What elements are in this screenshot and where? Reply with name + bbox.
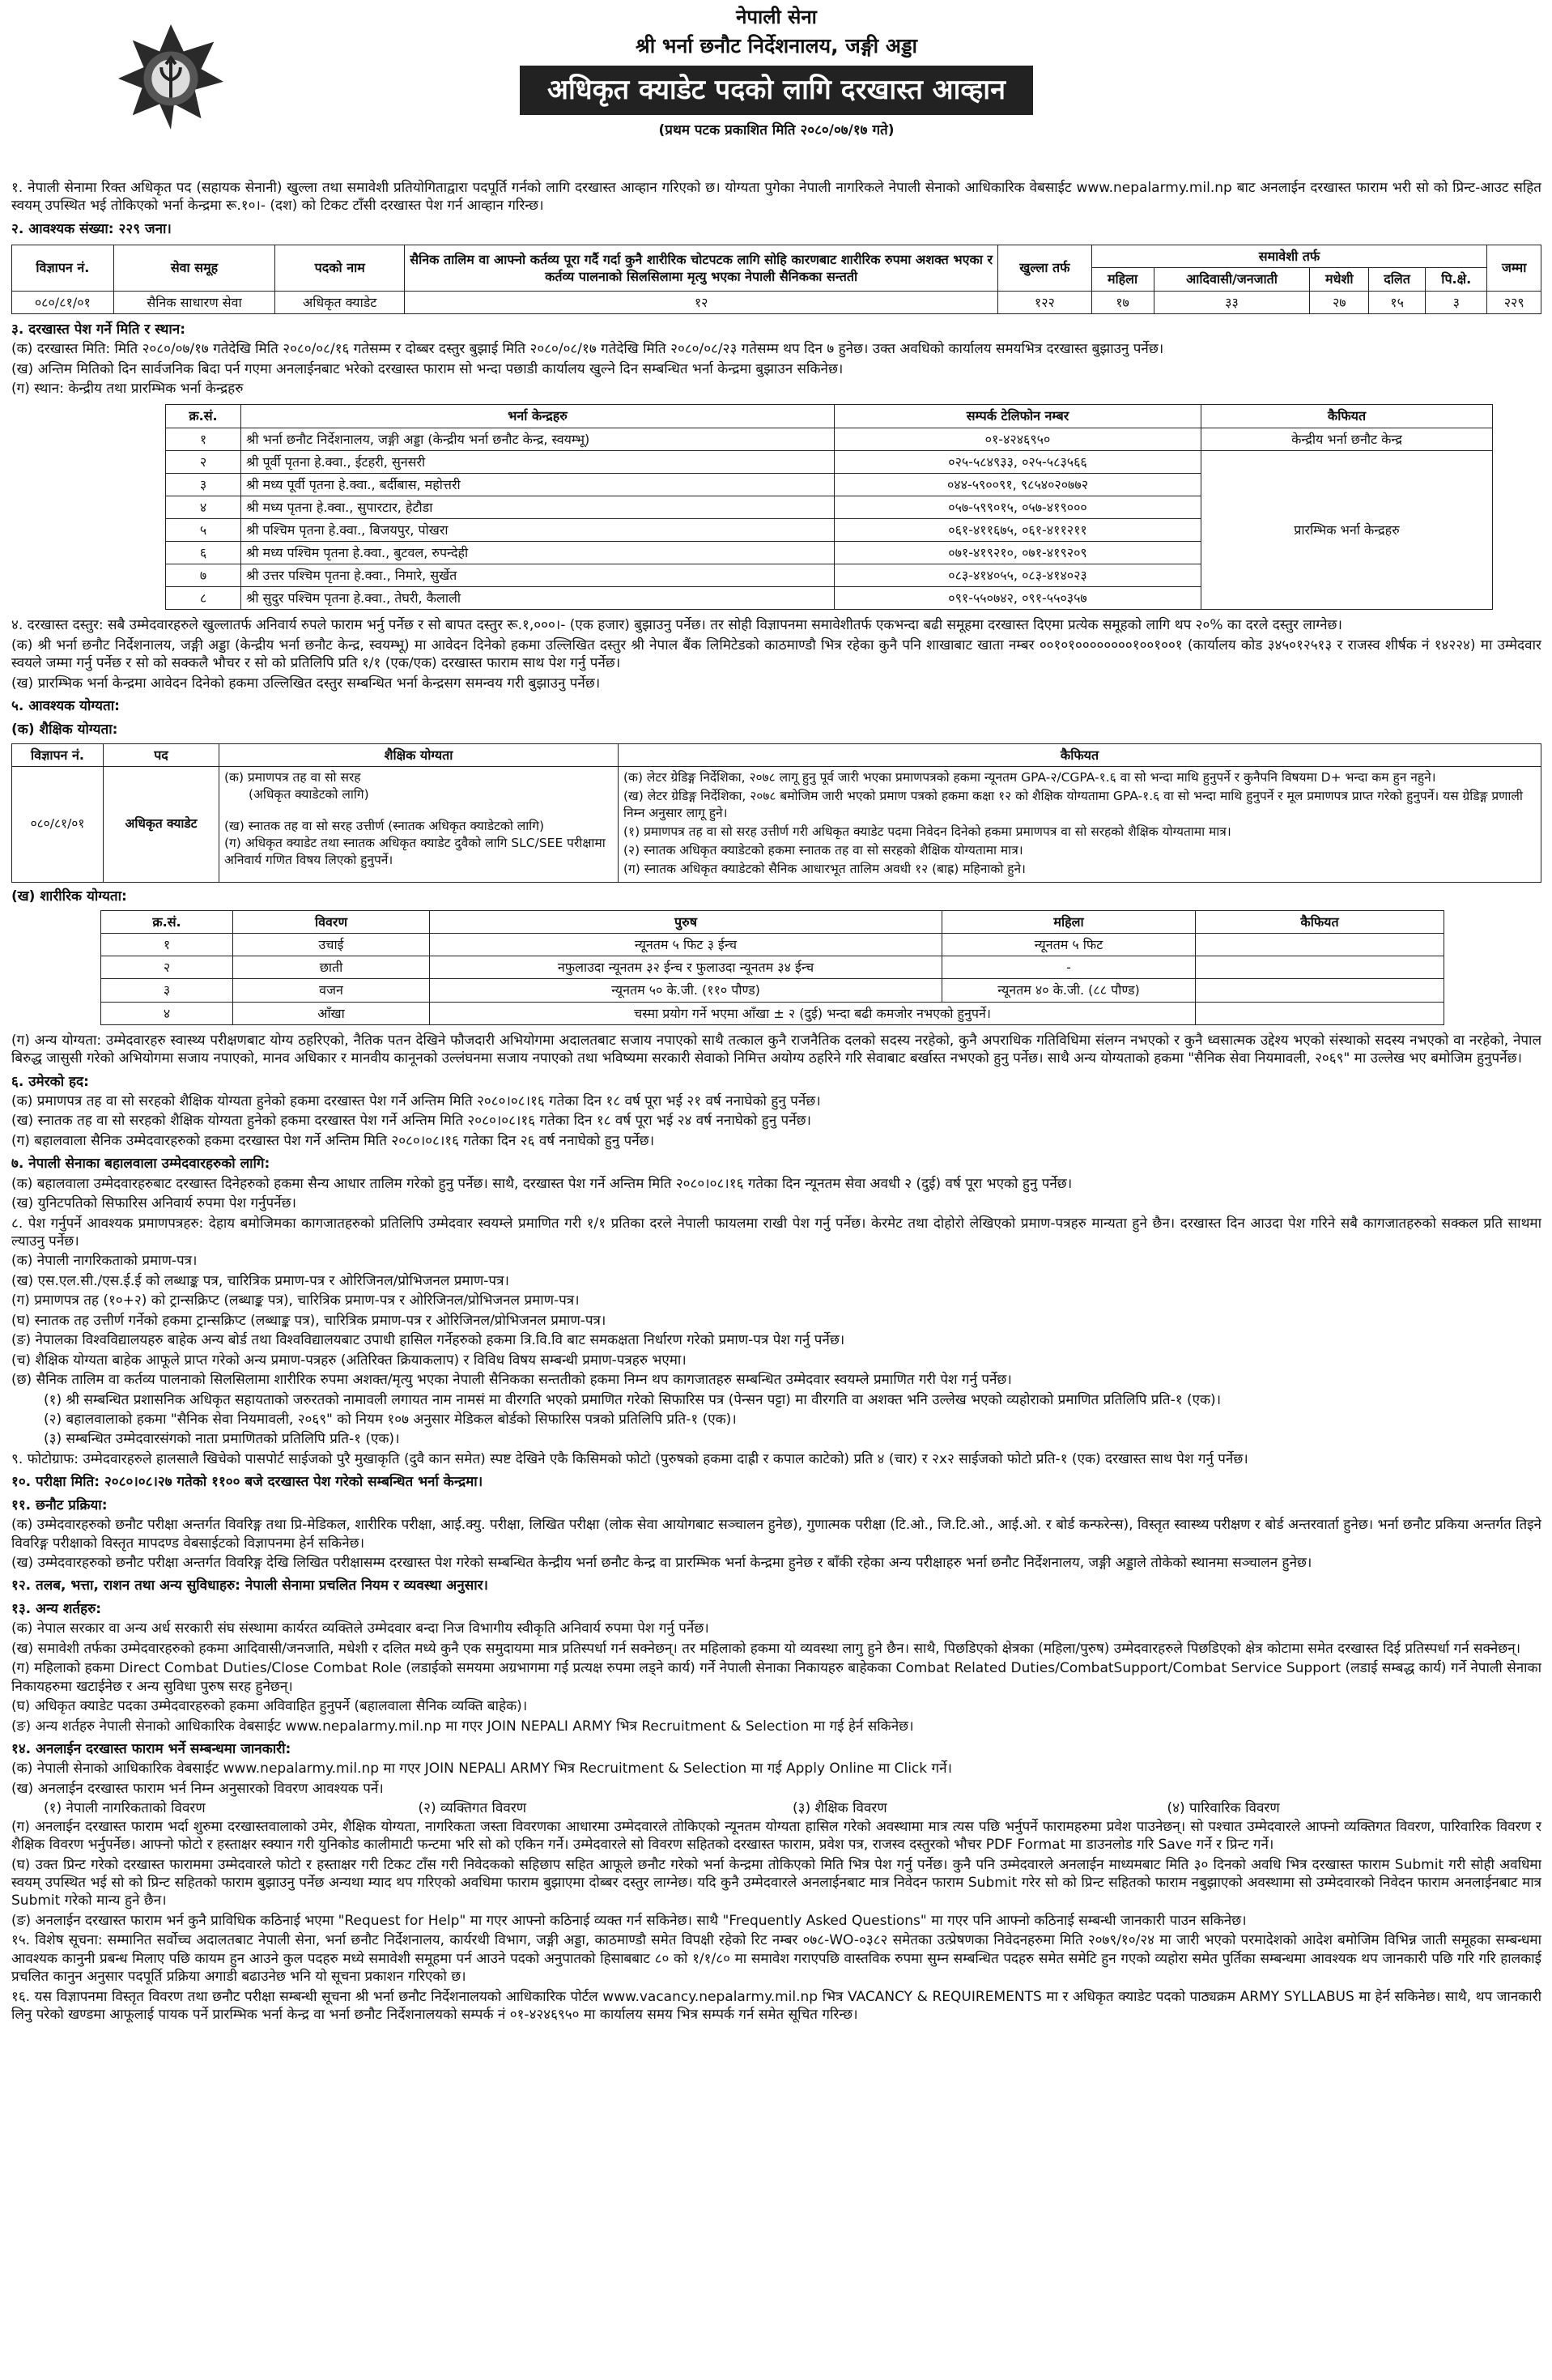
cell: न्यूनतम ५० के.जी. (११० पौण्ड) (430, 979, 942, 1002)
cell: चस्मा प्रयोग गर्ने भएमा आँखा ± २ (दुई) भन्दा बढी कमजोर नभएको हुनुपर्ने। (430, 1002, 1196, 1024)
cell: न्यूनतम ५ फिट ३ ईन्च (430, 934, 942, 956)
remark-line: (१) प्रमाणपत्र तह वा सो सरह उत्तीर्ण गरी अधिकृत क्याडेट पदमा निवेदन दिनेको हकमा प्रमाणपत्र वा सो सरहको शैक्षिक योग्यतामा मात्र। (623, 824, 1231, 839)
th-sn: क्र.सं. (101, 911, 233, 934)
published-date: (प्रथम पटक प्रकाशित मिति २०८०/०७/१७ गते) (658, 121, 895, 138)
section-14d: (घ) उक्त प्रिन्ट गरेको दरखास्त फाराममा उम्मेदवारले फोटो र हस्ताक्षर गरी टिकट टाँस गरी निवेदकको सहिछाप सहित आफूले छनौट गरेको भर्ना केन्द्रमा तोकिएको मिति भित्र पेश गर्नु पर्नेछ। कुनै पनि उम्मेदवारले अनलाईन माध्यमबाट मिति ३० दिनको अवधि भित्र दरखास्त फाराम Submit गरी सोही अवधिमा स्वयम् उपस्थित भई सो को प्रिन्ट सहितको फाराम बुझाउनु पर्नेछ अन्यथा म्याद थप गरिएको अवधिमा फाराम बुझाएमा दोब्बर दस्तुर लाग्नेछ। यदि कुनै उम्मेदवारले अनलाईनबाट मात्र निवेदन फाराम Submit गरेर सो को प्रिन्ट सहितको फाराम नबुझाएको अवस्थामा सो उम्मेदवारको निवेदन फाराम अनलाईनबाट मात्र Submit गरेको मान्य हुने छैन। (11, 1856, 1541, 1910)
table-row (101, 956, 1444, 979)
th-women: महिला (1091, 268, 1154, 291)
section-14b: (ख) अनलाईन दरखास्त फाराम भर्न निम्न अनुसारको विवरण आवश्यक पर्ने। (11, 1780, 384, 1797)
section-7b: (ख) युनिटपतिको सिफारिस अनिवार्य रुपमा पेश गर्नुपर्नेछ। (11, 1195, 296, 1212)
section-4b: (ख) प्रारम्भिक भर्ना केन्द्रमा आवेदन दिनेको हकमा उल्लिखित दस्तुर सम्बन्धित भर्ना केन्द्रसग समन्वय गरी बुझाउनु पर्नेछ। (11, 675, 601, 692)
table-row (101, 979, 1444, 1002)
cell: ३ (1426, 291, 1487, 313)
cell: ४ (166, 496, 241, 518)
section-8-item: (छ) सैनिक तालिम वा कर्तव्य पालनाको सिलसिलामा शारीरिक रुपमा अशक्त/मृत्यु भएका नेपाली सैनिकका सन्ततीको हकमा निम्न थप कागजातहरु सम्बन्धित उम्मेदवार स्वयम्ले प्रमाणित गरी पेश गर्नु पर्नेछ। (11, 1372, 1012, 1389)
cell: श्री सुदुर पश्चिम पृतना हे.क्वा., तेघरी, कैलाली (241, 587, 835, 610)
notice-page (11, 0, 1541, 2380)
th-post: पद (104, 744, 219, 767)
cell: ०७१-४१९२१०, ०७१-४१९२०९ (835, 542, 1201, 564)
th-education: शैक्षिक योग्यता (219, 744, 619, 767)
cell: श्री पश्चिम पृतना हे.क्वा., बिजयपुर, पोखरा (241, 518, 835, 541)
section-15: १५. विशेष सूचना: सम्मानित सर्वोच्च अदालतबाट नेपाली सेना, भर्ना छनौट निर्देशनालय, कार्यरथी विभाग, जङ्गी अड्डा, काठमाण्डौ समेत विपक्षी रहेको रिट नम्बर ०७८-WO-०३८२ समेतका उत्प्रेषणका निवेदनहरुमा मिति २०७९/१०/२४ मा जारी भएको परमादेशको आदेश बमोजिम विभिन्न जाती समूहका सम्बन्धमा आवश्यक कानुनी प्रबन्ध मिलाए पछि कायम हुन आउने कुल पदहरु मध्ये समावेशी समूहमा पर्न आउने पदको अनुपातको हिसाबबाट ८० को १/१/८० मा समावेश गराएपछि वास्तविक रुपमा सुम्न सम्बन्धित पदहरु समेत समेटि हुन गएको व्यहोरा समेत पुर्तिका सम्बन्धमा आवश्यक थप जानकारी पछि गरि गरि हालकाई प्रचलित कानुन अनुसार पदपूर्ति प्रक्रिया अगाडी बढाउनेछ भनि यो सूचना प्रकाशन गरिएको छ। (11, 1932, 1541, 1986)
section-13-title: १३. अन्य शर्तहरु: (11, 1600, 102, 1617)
section-5c: (ग) अन्य योग्यता: उम्मेदवारहरु स्वास्थ्य परीक्षणबाट योग्य ठहरिएको, नैतिक पतन देखिने फौजदारी अभियोगमा अदालतबाट सजाय नपाएको साथै तत्काल कुनै राजनैतिक दलको सदस्य नरहेको, कुनै अपराधिक गतिविधिमा संलग्न नभएको र कुनै ध्वसात्मक उद्देश्य भएको संस्थाको सदस्य नभएको वा नरहेको, नेपाल बिरुद्ध जासुसी गरेको अभियोगमा सजाय नपाएको, मानव अधिकार र मानवीय कानूनको उल्लंघनमा सजाय नपाएको तथा भविष्यमा सरकारी सेवाको निमित्त अयोग्य ठहरिने गरि सेवाबाट बर्खास्त नभएको हुनु पर्नेछ। साथै अन्य योग्यताको हकमा "सैनिक सेवा नियमावली, २०६९" मा उल्लेख भए बमोजिम हुनुपर्नेछ। (11, 1032, 1541, 1067)
cell: सैनिक साधारण सेवा (113, 291, 275, 313)
table-row (12, 767, 1541, 883)
cell: वजन (233, 979, 430, 1002)
cell: श्री मध्य पश्चिम पृतना हे.क्वा., बुटवल, रुपन्देही (241, 542, 835, 564)
th-post-name: पदको नाम (275, 245, 405, 291)
table-row (166, 450, 1493, 473)
section-8-item: (घ) स्नातक तह उत्तीर्ण गर्नेको हकमा ट्रान्सक्रिप्ट (लब्धाङ्क पत्र), चारित्रिक प्रमाण-पत्र र ओरिजिनल/प्रोभिजनल प्रमाण-पत्र। (11, 1312, 606, 1329)
section-3a: (क) दरखास्त मिति: मिति २०८०/०७/१७ गतेदेखि मिति २०८०/०८/१६ गतेसम्म र दोब्बर दस्तुर बुझाई मिति २०८०/०८/१७ गतेदेखि मिति २०८०/०८/२३ गतेसम्म थप दिन ७ हुनेछ। उक्त अवधिको कार्यालय समयभित्र दरखास्त बुझाउनु पर्नेछ। (11, 341, 1164, 358)
cell: ०४४-५९००९१, ९८५४०२०७७२ (835, 473, 1201, 496)
remark-line: (२) स्नातक अधिकृत क्याडेटको हकमा स्नातक तह वा सो सरहको शैक्षिक योग्यतामा मात्र। (623, 842, 1023, 858)
section-5-title: ५. आवश्यक योग्यता: (11, 698, 120, 715)
section-6c: (ग) बहालवाला सैनिक उम्मेदवारहरुको हकमा दरखास्त पेश गर्ने अन्तिम मिति २०८०।०८।१६ गतेका दिन २६ वर्ष ननाघेको हुनु पर्नेछ। (11, 1132, 655, 1149)
cell: श्री भर्ना छनौट निर्देशनालय, जङ्गी अड्डा (केन्द्रीय भर्ना छनौट केन्द्र, स्वयम्भू) (241, 428, 835, 450)
cell: ०९१-५५०७४२, ०९१-५५०३५७ (835, 587, 1201, 610)
cell: १५ (1369, 291, 1426, 313)
th-martyr-quota: सैनिक तालिम वा आफ्नो कर्तव्य पूरा गर्दै गर्दा कुनै शारीरिक चोटपटक लागि सोहि कारणबाट शारीरिक रुपमा अशक्त भएका र कर्तव्य पालनाको सिलसिलामा मृत्यु भएका नेपाली सैनिकका सन्तती (405, 245, 998, 291)
cell: २७ (1310, 291, 1369, 313)
th-service-group: सेवा समूह (113, 245, 275, 291)
notice-header (11, 5, 1541, 179)
section-7-title: ७. नेपाली सेनाका बहालवाला उम्मेदवारहरुको लागि: (11, 1156, 270, 1173)
remark-line: (ग) स्नातक अधिकृत क्याडेटको सैनिक आधारभूत तालिम अवधी १२ (बाह्र) महिनाको हुने। (623, 861, 1026, 876)
section-14a: (क) नेपाली सेनाको आधिकारिक वेबसाईट www.nepalarmy.mil.np मा गएर JOIN NEPALI ARMY भित्र Recruitment & Selection मा गई Apply Online मा Click गर्ने। (11, 1761, 952, 1778)
section-13-item: (ग) महिलाको हकमा Direct Combat Duties/Close Combat Role (लडाईको समयमा अग्रभागमा गई प्रत्यक्ष रुपमा लड्ने कार्य) गर्ने नेपाली सेनाका निकायहरु बाहेकका Combat Related Duties/CombatSupport/Combat Service Support (लडाई सम्बद्ध कार्य) गर्ने नेपाली सेनाका निकायहरुमा खटाईनेछ र अन्य सुविधा पुरुष सरह हुनेछन्। (11, 1660, 1541, 1695)
cell: ०८०/८१/०१ (12, 767, 104, 883)
cell: १ (101, 934, 233, 956)
cell: ३ (166, 473, 241, 496)
cell-remark-preliminary: प्रारम्भिक भर्ना केन्द्रहरु (1201, 450, 1493, 610)
th-sn: क्र.सं. (166, 405, 241, 428)
th-total: जम्मा (1487, 245, 1541, 291)
section-8-item: (ङ) नेपालका विश्वविद्यालयहरु बाहेक अन्य बोर्ड तथा विश्वविद्यालयबाट उपाधी हासिल गर्नेहरुको हकमा त्रि.वि.वि बाट समकक्षता निर्धारण गरेको प्रमाण-पत्र पेश गर्नु पर्नेछ। (11, 1332, 845, 1349)
cell-remarks (619, 767, 1541, 883)
th-remarks: कैफियत (1196, 911, 1444, 934)
cell: २ (166, 450, 241, 473)
cell: ५ (166, 518, 241, 541)
cell: - (942, 956, 1196, 979)
section-2: २. आवश्यक संख्या: २२९ जना। (11, 220, 172, 237)
cell-remark-central: केन्द्रीय भर्ना छनौट केन्द्र (1201, 428, 1493, 450)
section-3b: (ख) अन्तिम मितिको दिन सार्वजनिक बिदा पर्न गएमा अनलाईनबाट भरेको दरखास्त फाराम सो भन्दा पछाडी कार्यालय खुल्ने दिन सम्बन्धित भर्ना केन्द्रमा बुझाउन सकिनेछ। (11, 360, 844, 377)
section-14e: (ङ) अनलाईन दरखास्त फाराम भर्न कुनै प्राविधिक कठिनाई भएमा "Request for Help" मा गएर आफ्नो कठिनाई व्यक्त गर्न सकिनेछ। साथै "Frequently Asked Questions" मा गएर पनि आफ्नो कठिनाई सम्बन्धी जानकारी पाउन सकिनेछ। (11, 1912, 1247, 1929)
th-backward-region: पि.क्षे. (1426, 268, 1487, 291)
cell: १२२ (998, 291, 1091, 313)
section-13-item: (घ) अधिकृत क्याडेट पदका उम्मेदवारहरुको हकमा अविवाहित हुनुपर्ने (बहालवाला सैनिक व्यक्ति बाहेक)। (11, 1698, 528, 1715)
section-8-item: (क) नेपाली नागरिकताको प्रमाण-पत्र। (11, 1253, 198, 1270)
th-dalit: दलित (1369, 268, 1426, 291)
section-14-title: १४. अनलाईन दरखास्त फाराम भर्ने सम्बन्धमा जानकारी: (11, 1740, 291, 1757)
cell: श्री मध्य पृतना हे.क्वा., सुपारटार, हेटौडा (241, 496, 835, 518)
cell: उचाई (233, 934, 430, 956)
remark-line: (क) लेटर ग्रेडिङ्ग निर्देशिका, २०७८ लागू हुनु पूर्व जारी भएका प्रमाणपत्रको हकमा न्यूनतम GPA-२/CGPA-१.६ वा सो भन्दा माथि हुनुपर्ने र कुनैपनि विषयमा D+ भन्दा कम हुन नहुने। (623, 770, 1436, 786)
section-14c: (ग) अनलाईन दरखास्त फाराम भर्दा शुरुमा दरखास्तवालाको उमेर, शैक्षिक योग्यता, नागरिकता जस्ता विवरणका आधारमा उम्मेदवारले तोकिएको न्यूनतम योग्यता हासिल गरेको अवस्थामा मात्र त्यस पछि भर्नुपर्ने फारामहरुमा प्रवेश पाउनेछन्। सो पश्चात उम्मेदवारले आफ्नो व्यक्तिगत विवरण, पारिवारिक विवरण र शैक्षिक विवरण भर्नुपर्नेछ। आफ्नो फोटो र हस्ताक्षर स्क्यान गरी युनिकोड कालीमाटी फन्टमा भरि सो को एकिन गर्ने। उम्मेदवारले सो विवरण सहितको दरखास्त फाराम, प्रवेश पत्र, राजस्व दस्तुरको भौचर PDF Format मा डाउनलोड गरि Save गर्ने र प्रिन्ट गर्ने। (11, 1818, 1541, 1854)
cell: ३३ (1154, 291, 1310, 313)
cell: ३ (101, 979, 233, 1002)
th-ad-no: विज्ञापन नं. (12, 245, 114, 291)
cell: २२९ (1487, 291, 1541, 313)
edu-line: (ग) अधिकृत क्याडेट तथा स्नातक अधिकृत क्याडेट दुवैको लागि SLC/SEE परीक्षामा अनिवार्य गणित विषय लिएको हुनुपर्ने। (224, 835, 606, 867)
cell: ७ (166, 564, 241, 587)
section-8-subitem: (२) बहालवालाको हकमा "सैनिक सेवा नियमावली, २०६९" को नियम १०७ अनुसार मेडिकल बोर्डको सिफारिस पत्रको प्रतिलिपि प्रति-१ (एक)। (44, 1411, 737, 1428)
remark-line: (ख) लेटर ग्रेडिङ्ग निर्देशिका, २०७८ बमोजिम जारी भएको प्रमाण पत्रको हकमा कक्षा १२ को शैक्षिक योग्यतामा GPA-१.६ वा सो भन्दा माथि हुनुपर्ने र मूल प्रमाणपत्र प्राप्त गरेको हुनुपर्ने। यस ग्रेडिङ्ग प्रणाली निम्न अनुसार लागू हुने। (623, 789, 1523, 820)
form-section-citizenship: (१) नेपाली नागरिकताको विवरण (44, 1800, 206, 1817)
edu-line: (क) प्रमाणपत्र तह वा सो सरह (224, 770, 361, 786)
form-section-education: (३) शैक्षिक विवरण (793, 1800, 887, 1817)
cell (1196, 979, 1444, 1002)
section-8-subitem: (१) श्री सम्बन्धित प्रशासनिक अधिकृत सहायताको जरुरतको नामावली लगायत नाम नामसं मा वीरगति भएको प्रमाणित गरेको सिफारिस पत्र (पेन्सन पट्टा) मा वीरगति वा अशक्त भनि उल्लेख भएको व्यहोराको प्रमाणित प्रतिलिपि प्रति-१ (एक)। (44, 1391, 1222, 1408)
section-13-item: (ख) समावेशी तर्फका उम्मेदवारहरुको हकमा आदिवासी/जनजाति, मधेशी र दलित मध्ये कुनै एक समुदायमा मात्र प्रतिस्पर्धा गर्न सक्नेछन्। तर महिलाको हकमा यो व्यवस्था लागु हुने छैन। साथै, पिछडिएको क्षेत्रका (महिला/पुरुष) उम्मेदवारहरुले पिछडिएको क्षेत्र कोटामा समेत दरखास्त दिई प्रतिस्पर्धा गर्न सक्नेछन्। (11, 1640, 1521, 1657)
education-table (11, 743, 1541, 883)
edu-line: (अधिकृत क्याडेटको लागि) (249, 787, 369, 803)
section-13-item: (ङ) अन्य शर्तहरु नेपाली सेनाको आधिकारिक वेबसाईट www.nepalarmy.mil.np मा गएर JOIN NEPALI ARMY भित्र Recruitment & Selection मा गई हेर्न सकिनेछ। (11, 1718, 914, 1735)
cell (1196, 956, 1444, 979)
section-5a: (क) शैक्षिक योग्यता: (11, 721, 118, 738)
cell (1196, 1002, 1444, 1024)
cell-education (219, 767, 619, 883)
cell: ०५७-५९९०१५, ०५७-४१९००० (835, 496, 1201, 518)
cell: न्यूनतम ४० के.जी. (८८ पौण्ड) (942, 979, 1196, 1002)
table-row (101, 1002, 1444, 1024)
th-centre: भर्ना केन्द्रहरु (241, 405, 835, 428)
section-3c: (ग) स्थान: केन्द्रीय तथा प्रारम्भिक भर्ना केन्द्रहरु (11, 380, 244, 397)
table-row (101, 934, 1444, 956)
section-8-subitem: (३) सम्बन्धित उम्मेदवारसंगको नाता प्रमाणितको प्रतिलिपि प्रति-१ (एक)। (44, 1431, 400, 1448)
cell: नफुलाउदा न्यूनतम ३२ ईन्च र फुलाउदा न्यूनतम ३४ ईन्च (430, 956, 942, 979)
cell (1196, 934, 1444, 956)
dept-name: श्री भर्ना छनौट निर्देशनालय, जङ्गी अड्डा (636, 33, 917, 57)
section-8-item: (च) शैक्षिक योग्यता बाहेक आफूले प्राप्त गरेको अन्य प्रमाण-पत्रहरु (अतिरिक्त क्रियाकलाप) र विविध विषय सम्बन्धी प्रमाण-पत्रहरु भएमा। (11, 1352, 687, 1369)
org-name: नेपाली सेना (736, 6, 817, 28)
cell: न्यूनतम ५ फिट (942, 934, 1196, 956)
section-16: १६. यस विज्ञापनमा विस्तृत विवरण तथा छनौट परीक्षा सम्बन्धी सूचना श्री भर्ना छनौट निर्देशनालयको आधिकारिक पोर्टल www.vacancy.nepalarmy.mil.np भित्र VACANCY & REQUIREMENTS मा र अधिकृत क्याडेट पदको पाठ्यक्रम ARMY SYLLABUS मा हेर्न सकिनेछ। साथै, थप जानकारी लिनु परेको खण्डमा आफूलाई पायक पर्ने प्रारम्भिक भर्ना केन्द्र वा भर्ना छनौट निर्देशनालयको सम्पर्क नं ०१-४२४६९५० मा कार्यालय समय भित्र सम्पर्क गर्न समेत सूचित गरिन्छ। (11, 1988, 1541, 2024)
recruitment-centres-table (165, 404, 1493, 610)
table-row (12, 291, 1541, 313)
cell: ०८०/८१/०१ (12, 291, 114, 313)
th-remarks: कैफियत (1201, 405, 1493, 428)
cell: छाती (233, 956, 430, 979)
vacancy-table (11, 245, 1541, 313)
section-10: १०. परीक्षा मिति: २०८०।०८।२७ गतेको ११०० बजे दरखास्त पेश गरेको सम्बन्धित भर्ना केन्द्रमा। (11, 1474, 483, 1491)
th-female: महिला (942, 911, 1196, 934)
table-row (166, 428, 1493, 450)
form-section-family: (४) पारिवारिक विवरण (1167, 1800, 1280, 1817)
section-8-item: (ग) प्रमाणपत्र तह (१०+२) को ट्रान्सक्रिप्ट (लब्धाङ्क पत्र), चारित्रिक प्रमाण-पत्र र ओरिजिनल/प्रोभिजनल प्रमाण-पत्र। (11, 1292, 580, 1309)
cell: ०६१-४११६७५, ०६१-४११२११ (835, 518, 1201, 541)
th-remarks: कैफियत (619, 744, 1541, 767)
section-4: ४. दरखास्त दस्तुर: सबै उम्मेदवारहरुले खुल्लातर्फ अनिवार्य रुपले फाराम भर्नु पर्नेछ र सो बापत दस्तुर रू.१,०००।- (एक हजार) बुझाउनु पर्नेछ। तर सोही विज्ञापनमा समावेशीतर्फ एकभन्दा बढी समूहमा दरखास्त दिएमा प्रत्येक समूहको लागि थप २०% का दरले दस्तुर लाग्नेछ। (11, 617, 1342, 634)
th-open: खुल्ला तर्फ (998, 245, 1091, 291)
cell: श्री मध्य पूर्वी पृतना हे.क्वा., बर्दीबास, महोत्तरी (241, 473, 835, 496)
cell: ८ (166, 587, 241, 610)
online-form-sections (11, 1799, 1541, 1817)
section-1: १. नेपाली सेनामा रिक्त अधिकृत पद (सहायक सेनानी) खुल्ला तथा समावेशी प्रतियोगिताद्वारा पदपूर्ति गर्नको लागि दरखास्त आव्हान गरिएको छ। योग्यता पुगेका नेपाली नागरिकले नेपाली सेनाको आधिकारिक वेबसाईट www.nepalarmy.mil.np बाट अनलाईन दरखास्त फाराम भरी सो को प्रिन्ट-आउट सहित स्वयम् उपस्थित भई तोकिएको भर्ना केन्द्रमा रू.१०।- (दश) को टिकट टाँसी दरखास्त पेश गर्न आव्हान गरिन्छ। (11, 180, 1541, 215)
cell: अधिकृत क्याडेट (275, 291, 405, 313)
cell: श्री पूर्वी पृतना हे.क्वा., ईटहरी, सुनसरी (241, 450, 835, 473)
cell: ०१-४२४६९५० (835, 428, 1201, 450)
cell: श्री उत्तर पश्चिम पृतना हे.क्वा., निमारे, सुर्खेत (241, 564, 835, 587)
cell: ४ (101, 1002, 233, 1024)
th-detail: विवरण (233, 911, 430, 934)
cell: १२ (405, 291, 998, 313)
section-3-title: ३. दरखास्त पेश गर्ने मिति र स्थान: (11, 321, 186, 338)
cell: ६ (166, 542, 241, 564)
form-section-personal: (२) व्यक्तिगत विवरण (418, 1800, 527, 1817)
section-4a: (क) श्री भर्ना छनौट निर्देशनालय, जङ्गी अड्डा (केन्द्रीय भर्ना छनौट केन्द्र, स्वयम्भू) मा आवेदन दिनेको हकमा उल्लिखित दस्तुर श्री नेपाल बैंक लिमिटेडको काठमाण्डौ भित्र रहेका कुनै पनि शाखाबाट खाता नम्बर ००१०१००००००००१००१००१ (कार्यालय कोड ३४५०१२५१३ र राजस्व शीर्षक नं १४२२४) मा उम्मेदवार स्वयले जम्मा गर्नु पर्नेछ र सो को सक्कलै भौचर र सो को प्रतिलिपि प्रति १/१ (एक/एक) दरखास्त फाराम साथ पेश गर्नु पर्नेछ। (11, 637, 1541, 672)
cell: १७ (1091, 291, 1154, 313)
th-janajati: आदिवासी/जनजाती (1154, 268, 1310, 291)
section-7a: (क) बहालवाला उम्मेदवारहरुबाट दरखास्त दिनेहरुको हकमा सैन्य आधार तालिम गरेको हुनु पर्नेछ। साथै, दरखास्त पेश गर्ने अन्तिम मिति २०८०।०८।१६ गतेका दिन न्यूनतम सेवा अवधी २ (दुई) वर्ष पूरा भएको हुनु पर्नेछ। (11, 1175, 1073, 1192)
nepal-army-emblem-icon (115, 21, 227, 133)
section-8-item: (ख) एस.एल.सी./एस.ई.ई को लब्धाङ्क पत्र, चारित्रिक प्रमाण-पत्र र ओरिजिनल/प्रोभिजनल प्रमाण-पत्र। (11, 1272, 509, 1289)
section-6-title: ६. उमेरको हद: (11, 1073, 89, 1090)
section-12: १२. तलब, भत्ता, राशन तथा अन्य सुविधाहरु: नेपाली सेनामा प्रचलित नियम र व्यवस्था अनुसार। (11, 1577, 488, 1594)
section-5b: (ख) शारीरिक योग्यता: (11, 888, 127, 905)
section-13-item: (क) नेपाल सरकार वा अन्य अर्ध सरकारी संघ संस्थामा कार्यरत व्यक्तिले उम्मेदवार बन्दा निज विभागीय स्वीकृति अनिवार्य रुपमा पेश गर्नु पर्नेछ। (11, 1620, 709, 1637)
section-8: ८. पेश गर्नुपर्ने आवश्यक प्रमाणपत्रहरु: देहाय बमोजिमका कागजातहरुको प्रतिलिपि उम्मेदवार स्वयम्ले प्रमाणित गरी १/१ प्रतिका दरले नेपाली फायलमा राखी पेश गर्नु पर्नेछ। केरमेट तथा दोहोरो लेखिएको प्रमाण-पत्रहरु मान्यता हुने छैन। दरखास्त दिन आउदा पेश गरिने सबै कागजातहरुको सक्कल प्रति साथमा ल्याउनु पर्नेछ। (11, 1215, 1541, 1250)
cell: १ (166, 428, 241, 450)
th-ad-no: विज्ञापन नं. (12, 744, 104, 767)
section-11a: (क) उम्मेदवारहरुको छनौट परीक्षा अन्तर्गत विवरिङ्ग तथा प्रि-मेडिकल, शारीरिक परीक्षा, आई.क्यु. परीक्षा, लिखित परीक्षा (लोक सेवा आयोगबाट सञ्चालन हुनेछ), गुणात्मक परीक्षा (टि.ओ., जि.टि.ओ., आई.ओ. र बोर्ड कन्फरेन्स), विस्तृत स्वास्थ्य परीक्षण र बोर्ड अन्तरवार्ता हुनेछ। भर्ना छनौट प्रकिया अन्तर्गत तिइने विवरिङ्ग परीक्षाको विस्तृत मापदण्ड वेबसाईटको विज्ञापनमा हेर्न सकिनेछ। (11, 1517, 1541, 1552)
notice-title: अधिकृत क्याडेट पदको लागि दरखास्त आव्हान (520, 66, 1033, 115)
cell: ०२५-५८४९३३, ०२५-५८३५६६ (835, 450, 1201, 473)
cell: अधिकृत क्याडेट (104, 767, 219, 883)
th-phone: सम्पर्क टेलिफोन नम्बर (835, 405, 1201, 428)
section-6b: (ख) स्नातक तह वा सो सरहको शैक्षिक योग्यता हुनेको हकमा दरखास्त पेश गर्ने अन्तिम मिति २०८०।०८।१६ गतेका दिन १८ वर्ष पूरा भई २४ वर्ष ननाघेको हुनु पर्नेछ। (11, 1113, 811, 1130)
th-inclusive: समावेशी तर्फ (1091, 245, 1487, 268)
th-male: पुरुष (430, 911, 942, 934)
cell: आँखा (233, 1002, 430, 1024)
th-madhesi: मधेशी (1310, 268, 1369, 291)
cell: ०८३-४१४०५५, ०८३-४१४०२३ (835, 564, 1201, 587)
section-11b: (ख) उम्मेदवारहरुको छनौट परीक्षा अन्तर्गत विवरिङ्ग देखि लिखित परीक्षासम्म दरखास्त पेश गरेको सम्बन्धित केन्द्रीय भर्ना छनौट केन्द्र वा प्रारम्भिक भर्ना केन्द्रमा हुनेछ र बाँकी रहेका अन्य परीक्षाहरु भर्ना छनौट निर्देशनालय, जङ्गी अड्डाले तोकेको स्थानमा सञ्चालन हुनेछ। (11, 1555, 1312, 1571)
section-9: ९. फोटोग्राफ: उम्मेदवारहरुले हालसालै खिचेको पासपोर्ट साईजको पुरै मुखाकृति (दुवै कान समेत) स्पष्ट देखिने एकै किसिमको फोटो (पुरुषको हकमा दाह्री र कपाल काटेको) प्रति ४ (चार) र २x२ साईजको फोटो प्रति-१ (एक) दरखास्त साथ पेश गर्नु पर्नेछ। (11, 1450, 1248, 1467)
physical-table (100, 910, 1444, 1025)
cell: २ (101, 956, 233, 979)
edu-line: (ख) स्नातक तह वा सो सरह उत्तीर्ण (स्नातक अधिकृत क्याडेटको लागि) (224, 818, 545, 833)
section-6a: (क) प्रमाणपत्र तह वा सो सरहको शैक्षिक योग्यता हुनेको हकमा दरखास्त पेश गर्ने अन्तिम मिति २०८०।०८।१६ गतेका दिन १८ वर्ष पूरा भई २१ वर्ष ननाघेको हुनु पर्नेछ। (11, 1092, 821, 1109)
section-11-title: ११. छनौट प्रक्रिया: (11, 1497, 108, 1514)
